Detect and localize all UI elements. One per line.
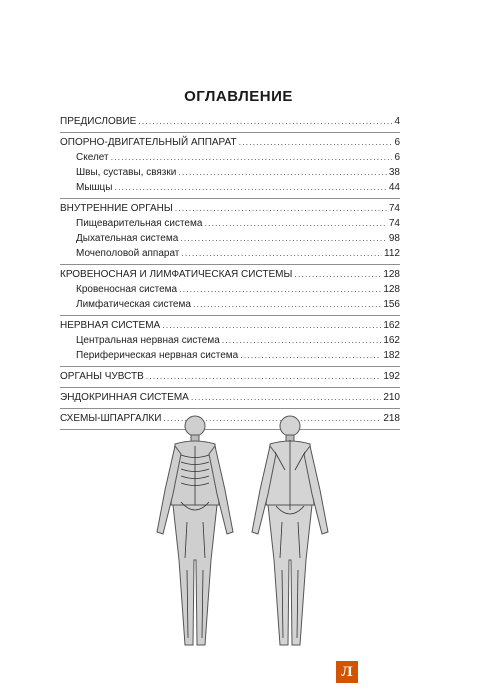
toc-subentry[interactable] [60,333,400,348]
toc-subentry[interactable] [60,297,400,312]
table-of-contents [60,112,400,430]
toc-subentry[interactable] [60,246,400,261]
toc-page-number: 210 [383,392,400,403]
toc-page-number: 162 [383,320,400,331]
toc-leader-dots [222,333,382,348]
toc-section [60,316,400,367]
toc-section [60,265,400,316]
toc-page-number: 74 [388,203,400,214]
toc-section [60,367,400,388]
page-title: ОГЛАВЛЕНИЕ [184,88,293,105]
toc-leader-dots [146,369,382,384]
toc-leader-dots [204,216,386,231]
toc-section [60,388,400,409]
toc-subentry[interactable] [60,348,400,363]
toc-section [60,133,400,199]
toc-entry[interactable] [60,369,400,384]
toc-leader-dots [193,297,381,312]
toc-subentry[interactable] [60,150,400,165]
toc-subentry[interactable] [60,282,400,297]
toc-page-number: 182 [383,350,400,361]
toc-page-number: 112 [384,248,400,259]
toc-subentry[interactable] [60,216,400,231]
toc-leader-dots [181,246,382,261]
toc-entry[interactable] [60,390,400,405]
toc-entry[interactable] [60,135,400,150]
toc-leader-dots [240,348,381,363]
toc-entry[interactable] [60,318,400,333]
toc-leader-dots [175,201,387,216]
toc-leader-dots [178,165,387,180]
toc-leader-dots [294,267,381,282]
toc-page-number: 128 [383,269,400,280]
toc-page-number: 6 [394,152,400,163]
toc-entry-label: ОРГАНЫ ЧУВСТВ [60,371,144,382]
toc-leader-dots [162,318,381,333]
toc-leader-dots [179,282,381,297]
toc-page-number: 44 [388,182,400,193]
toc-entry-label: Центральная нервная система [76,335,220,346]
toc-page-number: 128 [383,284,400,295]
toc-entry-label: Дыхательная система [76,233,179,244]
toc-leader-dots [180,231,387,246]
toc-entry-label: ПРЕДИСЛОВИЕ [60,116,137,127]
toc-subentry[interactable] [60,231,400,246]
publisher-logo: Л [336,661,358,683]
toc-leader-dots [111,150,393,165]
toc-entry-label: Скелет [76,152,109,163]
toc-section [60,199,400,265]
toc-page-number: 192 [383,371,400,382]
toc-page-number: 218 [383,413,400,424]
toc-entry-label: Периферическая нервная система [76,350,239,361]
toc-page-number: 74 [388,218,400,229]
anatomy-figures-illustration [145,410,345,660]
toc-page-number: 156 [383,299,400,310]
toc-entry[interactable] [60,114,400,129]
toc-entry-label: НЕРВНАЯ СИСТЕМА [60,320,161,331]
toc-page-number: 6 [394,137,400,148]
toc-entry-label: КРОВЕНОСНАЯ И ЛИМФАТИЧЕСКАЯ СИСТЕМЫ [60,269,293,280]
toc-leader-dots [191,390,381,405]
toc-page-number: 98 [388,233,400,244]
toc-leader-dots [239,135,393,150]
toc-leader-dots [114,180,386,195]
toc-leader-dots [138,114,392,129]
toc-subentry[interactable] [60,180,400,195]
toc-entry[interactable] [60,201,400,216]
back-figure [252,416,328,645]
toc-page-number: 4 [394,116,400,127]
toc-page-number: 162 [383,335,400,346]
toc-entry-label: СХЕМЫ-ШПАРГАЛКИ [60,413,162,424]
toc-subentry[interactable] [60,165,400,180]
toc-entry-label: Лимфатическая система [76,299,191,310]
toc-page-number: 38 [388,167,400,178]
toc-entry-label: Кровеносная система [76,284,178,295]
toc-entry-label: ОПОРНО-ДВИГАТЕЛЬНЫЙ АППАРАТ [60,137,237,148]
front-figure [157,416,233,645]
toc-entry-label: Швы, суставы, связки [76,167,177,178]
toc-entry-label: Пищеварительная система [76,218,203,229]
toc-entry-label: ЭНДОКРИННАЯ СИСТЕМА [60,392,189,403]
toc-entry-label: ВНУТРЕННИЕ ОРГАНЫ [60,203,173,214]
toc-entry-label: Мочеполовой аппарат [76,248,180,259]
toc-entry[interactable] [60,267,400,282]
toc-entry-label: Мышцы [76,182,113,193]
toc-section [60,112,400,133]
